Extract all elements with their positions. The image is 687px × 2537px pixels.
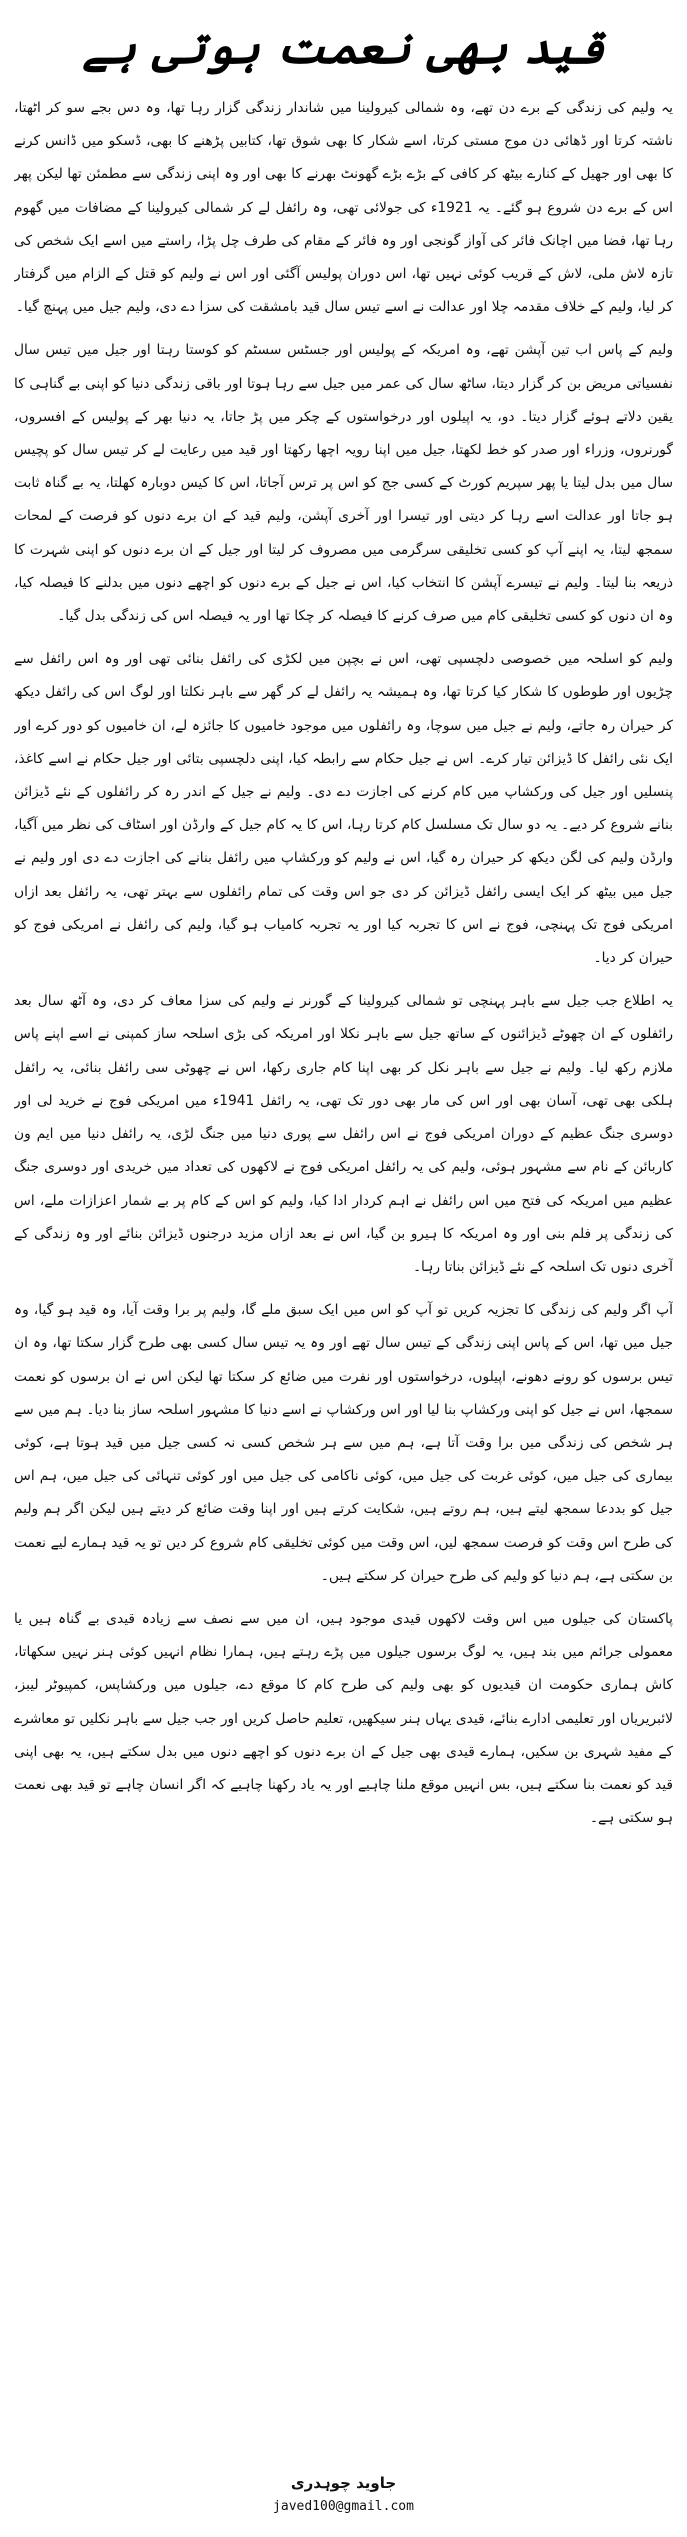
headline: قید بھی نعمت ہوتی ہے — [82, 20, 605, 74]
paragraph-5: آپ اگر ولیم کی زندگی کا تجزیہ کریں تو آپ کو اس میں ایک سبق ملے گا، ولیم پر برا وقت آیا، وہ قید ہو گیا، وہ جیل میں تھا، اس کے پاس اپنی زندگی کے تیس سال تھے اور وہ یہ تیس سال کسی بھی طرح گزار سکتا تھا، وہ ان تیس برسوں کو رونے دھونے، اپیلوں، درخواستوں اور نفرت میں ضائع کر سکتا تھا لیکن اس نے ان برسوں کو نعمت سمجھا، اس نے جیل کو اپنی ورکشاپ بنا لیا اور اس ورکشاپ نے اسے دنیا کا مشہور اسلحہ ساز بنا دیا۔ ہم میں سے ہر شخص کی زندگی میں برا وقت آتا ہے، ہم میں سے ہر شخص کسی نہ کسی جیل میں قید ہوتا ہے، کوئی بیماری کی جیل میں، کوئی غربت کی جیل میں، کوئی ناکامی کی جیل میں اور کوئی تنہائی کی جیل میں، ہم اس جیل کو بددعا سمجھ لیتے ہیں، ہم روتے ہیں، شکایت کرتے ہیں اور اپنا وقت ضائع کر دیتے ہیں لیکن اگر ہم ولیم کی طرح اس وقت کو فرصت سمجھ لیں، اس وقت میں کوئی تخلیقی کام شروع کر دیں تو یہ قید ہمارے لیے نعمت بن سکتی ہے، ہم دنیا کو ولیم کی طرح حیران کر سکتے ہیں۔ — [14, 1302, 673, 1584]
paragraph-4: یہ اطلاع جب جیل سے باہر پہنچی تو شمالی کیرولینا کے گورنر نے ولیم کی سزا معاف کر دی، وہ آٹھ سال بعد رائفلوں کے ان چھوٹے ڈیزائنوں کے ساتھ جیل سے باہر نکلا اور امریکہ کی بڑی اسلحہ ساز کمپنی نے اسے اپنے پاس ملازم رکھ لیا۔ ولیم نے جیل سے باہر نکل کر بھی اپنا کام جاری رکھا، اس نے چھوٹی سی رائفل بنائی، یہ رائفل ہلکی بھی تھی، آسان بھی اور اس کی مار بھی دور تک تھی، یہ رائفل 1941ء میں امریکی فوج نے خرید لی اور دوسری جنگ عظیم کے دوران امریکی فوج نے اس رائفل سے پوری دنیا میں جنگ لڑی، یہ رائفل دنیا میں ایم ون کاربائن کے نام سے مشہور ہوئی، ولیم کی یہ رائفل امریکی فوج نے لاکھوں کی تعداد میں خریدی اور دوسری جنگ عظیم میں امریکہ کی فتح میں اس رائفل نے اہم کردار ادا کیا، ولیم کو اس کے کام پر بے شمار اعزازات ملے، اس کی زندگی پر فلم بنی اور وہ امریکہ کا ہیرو بن گیا، اس نے بعد ازاں مزید درجنوں ڈیزائن بنائے اور وہ زندگی کے آخری دنوں تک اسلحہ کے نئے ڈیزائن بناتا رہا۔ — [14, 993, 673, 1275]
author-byline: جاوید چوہدری — [290, 2474, 397, 2492]
paragraph-1: یہ ولیم کی زندگی کے برے دن تھے، وہ شمالی کیرولینا میں شاندار زندگی گزار رہا تھا، وہ دس بجے سو کر اٹھتا، ناشتہ کرتا اور ڈھائی دن موج مستی کرتا، اسے شکار کا بھی شوق تھا، کتابیں پڑھنے کا بھی، ڈسکو میں ڈانس کرنے کا بھی اور جھیل کے کنارے بیٹھ کر کافی کے بڑے بڑے گھونٹ بھرنے کا بھی اور وہ اپنی زندگی سے مطمئن تھا لیکن پھر اس کے برے دن شروع ہو گئے۔ یہ 1921ء کی جولائی تھی، وہ رائفل لے کر شمالی کیرولینا کے مضافات میں گھوم رہا تھا، فضا میں اچانک فائر کی آواز گونجی اور وہ فائر کے مقام کی طرف چل پڑا، راستے میں اسے ایک شخص کی تازہ لاش ملی، لاش کے قریب کوئی نہیں تھا، اس دوران پولیس آگئی اور اس نے ولیم کو قتل کے الزام میں گرفتار کر لیا، ولیم کے خلاف مقدمہ چلا اور عدالت نے اسے تیس سال قید بامشقت کی سزا دے دی، ولیم جیل میں پہنچ گیا۔ — [14, 100, 673, 316]
paragraph-3: ولیم کو اسلحہ میں خصوصی دلچسپی تھی، اس نے بچپن میں لکڑی کی رائفل بنائی تھی اور وہ اس رائفل سے چڑیوں اور طوطوں کا شکار کیا کرتا تھا، وہ ہمیشہ یہ رائفل لے کر گھر سے باہر نکلتا اور لوگ اس کی رائفل دیکھ کر حیران رہ جاتے، ولیم نے جیل میں سوچا، وہ رائفلوں میں موجود خامیوں کا جائزہ لے، ان خامیوں کو دور کرے اور ایک نئی رائفل کا ڈیزائن تیار کرے۔ اس نے جیل حکام سے رابطہ کیا، اپنی دلچسپی بتائی اور جیل حکام نے اسے کاغذ، پنسلیں اور جیل کی ورکشاپ میں کام کرنے کی اجازت دے دی۔ ولیم نے جیل کے اندر رہ کر رائفلوں کے نئے ڈیزائن بنانے شروع کر دیے۔ یہ دو سال تک مسلسل کام کرتا رہا، اس کا یہ کام جیل کے وارڈن اور اسٹاف کی نظر میں آگیا، وارڈن ولیم کی لگن دیکھ کر حیران رہ گیا، اس نے ولیم کو ورکشاپ میں رائفل بنانے کی اجازت دے دی اور ولیم نے جیل میں بیٹھ کر ایک ایسی رائفل ڈیزائن کر دی جو اس وقت کی تمام رائفلوں سے بہتر تھی، یہ رائفل بعد ازاں امریکی فوج تک پہنچی، فوج نے اس کا تجربہ کیا اور یہ تجربہ کامیاب ہو گیا، ولیم کی رائفل نے امریکی فوج کو حیران کر دیا۔ — [14, 651, 673, 967]
paragraph-6: پاکستان کی جیلوں میں اس وقت لاکھوں قیدی موجود ہیں، ان میں سے نصف سے زیادہ قیدی بے گناہ ہیں یا معمولی جرائم میں بند ہیں، یہ لوگ برسوں جیلوں میں پڑے رہتے ہیں، ہمارا نظام انہیں کوئی ہنر نہیں سکھاتا، کاش ہماری حکومت ان قیدیوں کو بھی ولیم کی طرح کام کا موقع دے، جیلوں میں ورکشاپس، کمپیوٹر لیبز، لائبریریاں اور تعلیمی ادارے بنائے، قیدی یہاں ہنر سیکھیں، تعلیم حاصل کریں اور جب جیل سے باہر نکلیں تو معاشرے کے مفید شہری بن سکیں، ہمارے قیدی بھی جیل کے ان برے دنوں کو اچھے دنوں میں بدل سکتے ہیں، یہ بھی اپنی قید کو نعمت بنا سکتے ہیں، بس انہیں موقع ملنا چاہیے اور یہ یاد رکھنا چاہیے کہ اگر انسان چاہے تو قید بھی نعمت ہو سکتی ہے۔ — [14, 1610, 673, 1827]
article-body — [14, 92, 673, 2465]
paragraph-2: ولیم کے پاس اب تین آپشن تھے، وہ امریکہ کے پولیس اور جسٹس سسٹم کو کوستا رہتا اور جیل میں تیس سال نفسیاتی مریض بن کر گزار دیتا، ساٹھ سال کی عمر میں جیل سے رہا ہوتا اور باقی زندگی دنیا کو اپنی بے گناہی کا یقین دلاتے ہوئے گزار دیتا۔ دو، یہ اپیلوں اور درخواستوں کے چکر میں پڑ جاتا، یہ دنیا بھر کے پولیس کے افسروں، گورنروں، وزراء اور صدر کو خط لکھتا، جیل میں اپنا رویہ اچھا رکھتا اور قید میں رعایت لے کر تیس سال کو پچیس سال میں بدل لیتا یا پھر سپریم کورٹ کے کسی جج کو اس پر ترس آجاتا، اس کا کیس دوبارہ کھلتا، یہ بے گناہ ثابت ہو جاتا اور عدالت اسے رہا کر دیتی اور تیسرا اور آخری آپشن، ولیم قید کے ان برے دنوں کو فرصت کے لمحات سمجھ لیتا، یہ اپنے آپ کو کسی تخلیقی سرگرمی میں مصروف کر لیتا اور جیل کے ان برے دنوں کو اپنی شہرت کا ذریعہ بنا لیتا۔ ولیم نے تیسرے آپشن کا انتخاب کیا، اس نے جیل کے برے دنوں کو اچھے دنوں میں بدلنے کا فیصلہ کیا، وہ ان دنوں کو کسی تخلیقی کام میں صرف کرنے کا فیصلہ کر چکا تھا اور یہ فیصلہ اس کی زندگی بدل گیا۔ — [14, 342, 673, 625]
author-email[interactable]: javed100@gmail.com — [273, 2499, 414, 2514]
